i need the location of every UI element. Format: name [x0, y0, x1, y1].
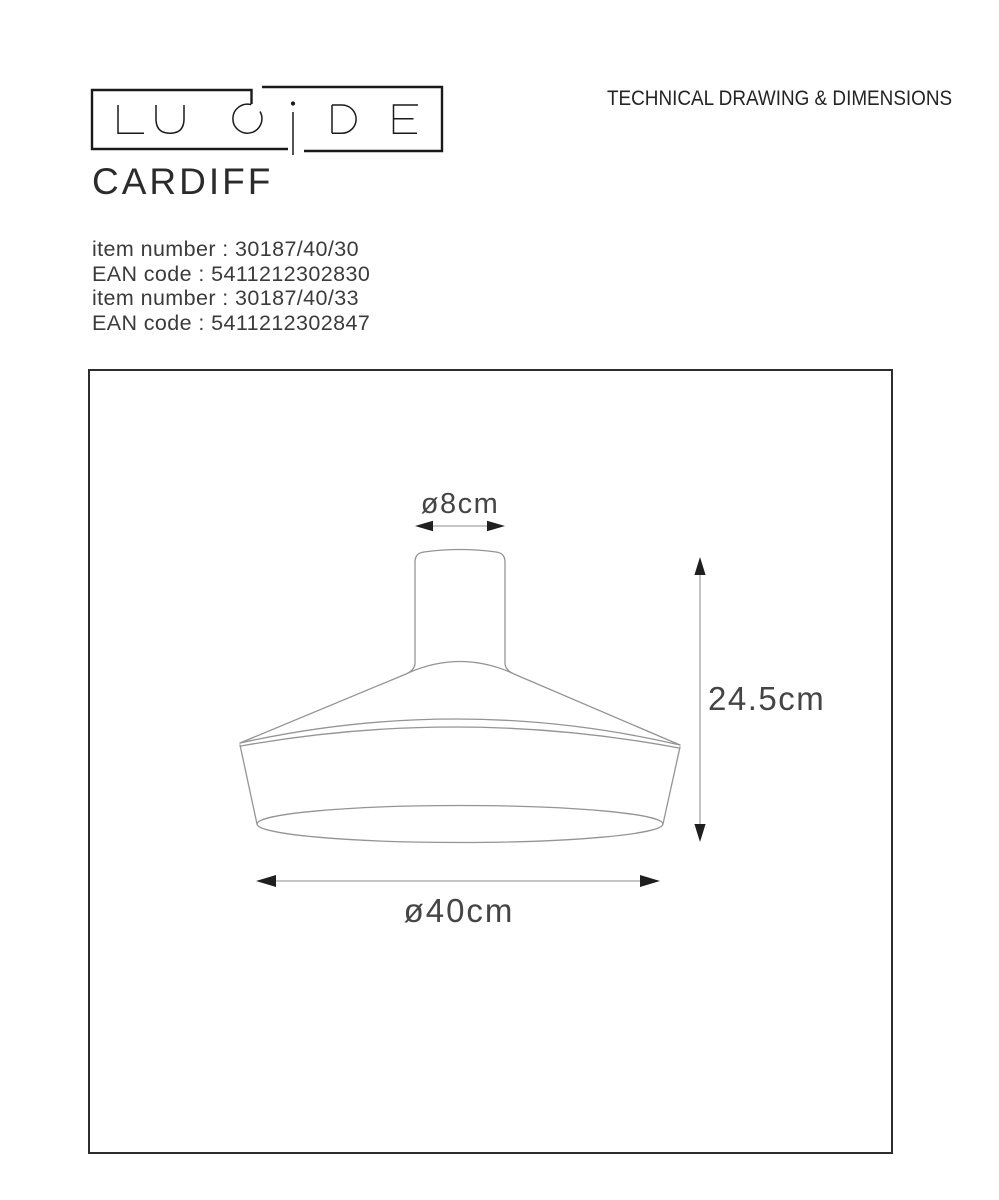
- arrow-up-icon: [694, 557, 705, 575]
- dimension-height: [694, 557, 825, 842]
- arrow-right-icon: [640, 875, 660, 887]
- lamp-profile: [240, 550, 680, 746]
- lamp-drum-right-edge: [663, 747, 680, 824]
- code-line: item number : 30187/40/30: [92, 237, 359, 261]
- logo-letter-D: [332, 105, 356, 133]
- logo-letters: [118, 101, 418, 155]
- dimension-label-height: 24.5cm: [708, 680, 826, 717]
- arrow-down-icon: [694, 824, 705, 842]
- logo-letter-C: [233, 104, 262, 133]
- dimension-top-diameter: [415, 488, 505, 531]
- product-codes: [92, 237, 370, 335]
- logo-letter-i-dot: [291, 101, 295, 105]
- page-title: TECHNICAL DRAWING & DIMENSIONS: [607, 87, 953, 110]
- lamp-shoulder-line: [408, 662, 512, 674]
- lamp-drum-left-edge: [240, 745, 257, 824]
- lamp-outline: [240, 550, 680, 843]
- code-line: item number : 30187/40/33: [92, 286, 359, 310]
- lucide-logo: [88, 85, 446, 155]
- dimension-bottom-diameter: [256, 875, 660, 929]
- code-line: EAN code : 5411212302830: [92, 261, 371, 286]
- dimension-label-bottom-diameter: ø40cm: [403, 892, 515, 929]
- logo-letter-E: [394, 105, 419, 133]
- logo-letter-U: [156, 105, 184, 133]
- product-name: CARDIFF: [92, 161, 274, 202]
- logo-frame: [92, 87, 442, 151]
- technical-drawing: [88, 369, 894, 1155]
- arrow-left-icon: [256, 875, 276, 887]
- arrow-left-icon: [415, 521, 433, 531]
- dimension-label-top-diameter: ø8cm: [420, 488, 500, 520]
- lamp-bottom-ellipse: [257, 806, 663, 843]
- arrow-right-icon: [487, 521, 505, 531]
- logo-letter-L: [118, 105, 144, 133]
- lamp-rim-upper-line: [240, 719, 680, 745]
- code-line: EAN code : 5411212302847: [92, 310, 371, 335]
